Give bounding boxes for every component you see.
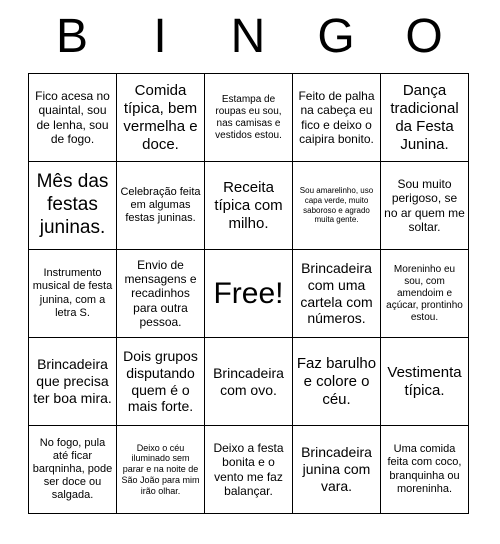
- bingo-cell[interactable]: Instrumento musical de festa junina, com a letra S.: [29, 250, 117, 338]
- bingo-cell[interactable]: Vestimenta típica.: [381, 338, 469, 426]
- bingo-header: [28, 0, 468, 72]
- bingo-cell[interactable]: Estampa de roupas eu sou, nas camisas e vestidos estou.: [205, 74, 293, 162]
- bingo-cell[interactable]: Sou amarelinho, uso capa verde, muito saboroso e agrado muita gente.: [293, 162, 381, 250]
- bingo-cell[interactable]: Brincadeira com ovo.: [205, 338, 293, 426]
- bingo-cell[interactable]: No fogo, pula até ficar barqninha, pode ser doce ou salgada.: [29, 426, 117, 514]
- header-letter-o: O: [405, 9, 443, 63]
- bingo-cell[interactable]: Deixo a festa bonita e o vento me faz balançar.: [205, 426, 293, 514]
- bingo-cell[interactable]: Deixo o céu iluminado sem parar e na noite de São João para mim irão olhar.: [117, 426, 205, 514]
- bingo-cell[interactable]: Mês das festas juninas.: [29, 162, 117, 250]
- header-letter-i: I: [153, 9, 167, 63]
- bingo-cell[interactable]: Envio de mensagens e recadinhos para outra pessoa.: [117, 250, 205, 338]
- free-cell[interactable]: Free!: [205, 250, 293, 338]
- bingo-cell[interactable]: Dança tradicional da Festa Junina.: [381, 74, 469, 162]
- bingo-cell[interactable]: Brincadeira junina com vara.: [293, 426, 381, 514]
- bingo-board: [28, 73, 469, 514]
- bingo-cell[interactable]: Receita típica com milho.: [205, 162, 293, 250]
- bingo-cell[interactable]: Comida típica, bem vermelha e doce.: [117, 74, 205, 162]
- bingo-cell[interactable]: Uma comida feita com coco, branquinha ou moreninha.: [381, 426, 469, 514]
- bingo-cell[interactable]: Feito de palha na cabeça eu fico e deixo o caipira bonito.: [293, 74, 381, 162]
- bingo-cell[interactable]: Faz barulho e colore o céu.: [293, 338, 381, 426]
- header-letter-g: G: [317, 9, 355, 63]
- bingo-cell[interactable]: Moreninho eu sou, com amendoim e açúcar, prontinho estou.: [381, 250, 469, 338]
- bingo-cell[interactable]: Dois grupos disputando quem é o mais forte.: [117, 338, 205, 426]
- header-letter-b: B: [55, 9, 88, 63]
- bingo-cell[interactable]: Celebração feita em algumas festas juninas.: [117, 162, 205, 250]
- bingo-cell[interactable]: Sou muito perigoso, se no ar quem me soltar.: [381, 162, 469, 250]
- bingo-cell[interactable]: Brincadeira que precisa ter boa mira.: [29, 338, 117, 426]
- bingo-cell[interactable]: Fico acesa no quaintal, sou de lenha, sou de fogo.: [29, 74, 117, 162]
- header-letter-n: N: [230, 9, 266, 63]
- bingo-cell[interactable]: Brincadeira com uma cartela com números.: [293, 250, 381, 338]
